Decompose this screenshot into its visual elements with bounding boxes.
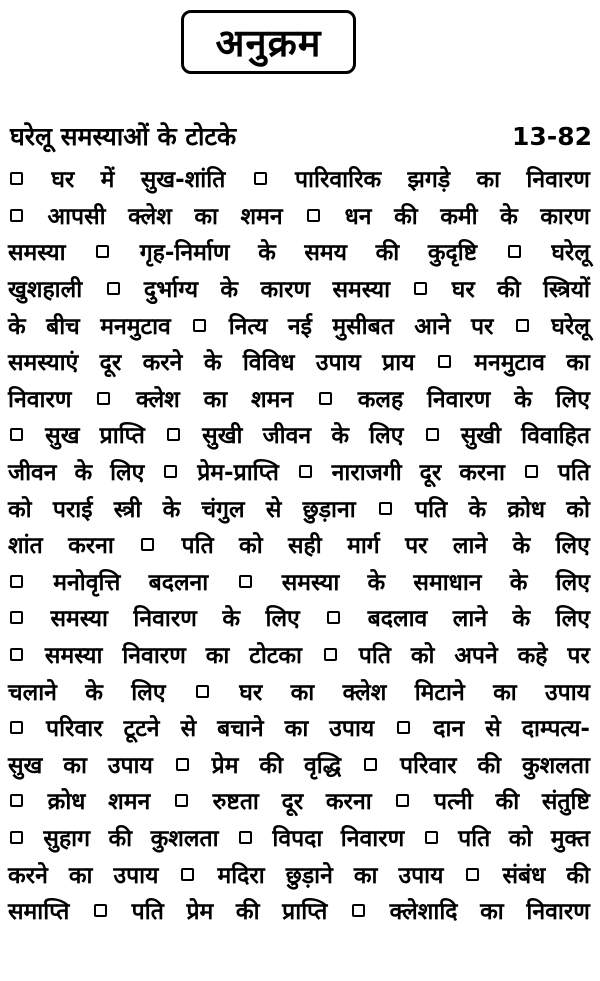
line-word: दूर [419,460,442,487]
line-word: कहे [517,643,548,670]
line-word: समस्या [8,240,66,267]
line-word: को [410,643,435,670]
line-word: लिए [555,569,590,596]
contents-line [8,819,590,856]
line-word: के [85,679,103,706]
line-word: शांत [8,533,43,560]
bullet-box-icon [8,641,25,667]
line-word: करना [325,789,372,816]
contents-line [8,197,590,234]
line-word: पत्नी [434,789,473,816]
contents-line [8,636,590,673]
line-word: का [63,752,87,779]
contents-line [8,380,590,417]
bullet-box-icon [105,275,122,301]
line-word: का [205,643,230,670]
line-word: टोटका [249,643,303,670]
line-word: सुख [8,752,43,779]
bullet-box-icon [506,238,523,264]
line-word: उपाय [315,350,361,377]
bullet-box-icon [179,861,196,887]
line-word: समय [304,240,348,267]
line-word: निवारण [340,825,405,852]
line-word: सुहाग [43,825,91,852]
line-word: निवारण [426,386,491,413]
line-word: छुड़ाने [285,862,333,889]
bullet-box-icon [523,458,540,484]
line-word: प्रेम-प्राप्ति [197,460,279,487]
bullet-box-icon [237,824,254,850]
line-word: मार्ग [347,533,380,560]
line-word: गृह-निर्माण [139,240,230,267]
line-word: का [284,716,309,743]
line-word: पति [557,460,590,487]
line-word: के [509,569,528,596]
line-word: करने [142,350,183,377]
section-heading-row [10,118,592,154]
bullet-box-icon [362,751,379,777]
line-word: करना [459,460,505,487]
line-word: सही [288,533,322,560]
bullet-box-icon [95,385,112,411]
line-word: समस्या [44,643,103,670]
line-word: छुड़ाना [302,496,356,523]
line-word: के [74,460,93,487]
line-word: पर [567,643,590,670]
bullet-box-icon [514,312,531,338]
line-word: घरेलू [551,313,590,340]
line-word: कारण [260,277,311,304]
line-word: प्राप्ति [99,423,145,450]
line-word: को [8,496,32,523]
line-word: उपाय [398,862,444,889]
line-word: प्राप्ति [282,899,328,926]
line-word: लिए [265,606,300,633]
contents-title: अनुक्रम [215,21,322,65]
line-word: बीच [46,313,80,340]
line-word: रुष्टता [212,789,259,816]
line-word: घर [51,167,75,194]
line-word: मिटाने [414,679,465,706]
line-word: निवारण [122,643,186,670]
line-word: के [203,350,222,377]
line-word: लिए [555,606,590,633]
contents-line [8,270,590,307]
bullet-box-icon [436,348,453,374]
line-word: निवारण [133,606,197,633]
line-word: पति [131,899,164,926]
line-word: क्लेश [342,679,387,706]
line-word: शमन [108,789,151,816]
line-word: घर [451,277,475,304]
bullet-box-icon [424,421,441,447]
line-word: क्लेश [136,386,180,413]
line-word: दूर [99,350,122,377]
line-word: के [512,606,531,633]
line-word: मनमुटाव [474,350,545,377]
line-word: वृद्धि [303,752,342,779]
line-word: मदिरा [217,862,265,889]
line-word: करना [68,533,114,560]
line-word: सुख-शांति [140,167,226,194]
line-word: निवारण [526,899,590,926]
line-word: की [394,203,418,230]
line-word: सुखी [202,423,243,450]
line-word: मनमुटाव [100,313,171,340]
line-word: शमन [250,386,294,413]
bullet-box-icon [162,458,179,484]
line-word: का [203,386,228,413]
line-word: का [290,679,315,706]
line-word: विविध [242,350,295,377]
contents-line [8,855,590,892]
line-word: का [480,899,504,926]
bullet-box-icon [325,604,342,630]
line-word: विपदा [272,825,323,852]
bullet-box-icon [194,678,211,704]
line-word: प्रेम [186,899,214,926]
bullet-box-icon [8,714,25,740]
line-word: झगड़े [407,167,451,194]
line-word: से [180,716,197,743]
line-word: आने [414,313,451,340]
line-word: क्रोध [47,789,86,816]
line-word: के [331,423,349,450]
line-word: के [512,533,531,560]
line-word: दुर्भाग्य [143,277,199,304]
bullet-box-icon [317,385,334,411]
line-word: का [194,203,218,230]
line-word: स्त्री [113,496,142,523]
line-word: टूटने [123,716,160,743]
contents-line [8,526,590,563]
line-word: नई [287,313,312,340]
contents-line [8,599,590,636]
line-word: बचाने [217,716,264,743]
bullet-box-icon [237,568,254,594]
line-word: बदलाव [367,606,428,633]
line-word: परिवार [46,716,103,743]
line-word: नित्य [228,313,268,340]
line-word: प्राय [382,350,415,377]
line-word: करने [8,862,48,889]
section-page-range: 13-82 [512,121,592,151]
line-word: स्त्रियों [543,277,590,304]
contents-title-box [181,10,356,74]
line-word: समस्या [50,606,108,633]
line-word: कुशलता [150,825,219,852]
line-word: धन [344,203,372,230]
line-word: की [259,752,284,779]
line-word: चंगुल [201,496,245,523]
line-word: जीवन [262,423,312,450]
line-word: समस्याएं [8,350,79,377]
line-word: कारण [540,203,590,230]
line-word: की [108,825,133,852]
bullet-box-icon [8,202,25,228]
line-word: की [375,240,400,267]
line-word: समाधान [413,569,482,596]
line-word: दाम्पत्य- [521,716,590,743]
bullet-box-icon [423,824,440,850]
line-word: पारिवारिक [294,167,382,194]
line-word: चलाने [8,679,57,706]
line-word: संबंध [502,862,546,889]
line-word: घरेलू [551,240,590,267]
line-word: में [100,167,115,194]
line-word: पति [181,533,214,560]
line-word: के [8,313,26,340]
line-word: का [476,167,501,194]
bullet-box-icon [94,238,111,264]
contents-line [8,672,590,709]
line-word: समाप्ति [8,899,70,926]
line-word: का [68,862,93,889]
line-word: लाने [452,606,488,633]
line-word: सुख [45,423,80,450]
line-word: निवारण [8,386,72,413]
bullet-box-icon [173,787,190,813]
line-word: क्लेशादि [389,899,458,926]
line-word: प्रेम [211,752,239,779]
line-word: कमी [440,203,478,230]
bullet-box-icon [252,165,269,191]
bullet-box-icon [8,787,25,813]
line-word: पराई [52,496,93,523]
line-word: परिवार [399,752,457,779]
line-word: को [508,825,533,852]
contents-line [8,746,590,783]
line-word: के [222,606,241,633]
line-word: की [497,277,521,304]
line-word: संतुष्टि [541,789,590,816]
line-word: कुशलता [522,752,590,779]
line-word: बदलना [148,569,209,596]
line-word: निवारण [526,167,590,194]
line-word: की [495,789,520,816]
bullet-box-icon [297,458,314,484]
line-word: पति [458,825,491,852]
contents-line [8,160,590,197]
line-word: का [353,862,378,889]
line-word: लिए [131,679,166,706]
line-word: दान [433,716,465,743]
line-word: खुशहाली [8,277,83,304]
bullet-box-icon [8,604,25,630]
contents-line [8,782,590,819]
line-word: की [477,752,502,779]
bullet-box-icon [322,641,339,667]
line-word: के [220,277,239,304]
bullet-box-icon [412,275,429,301]
bullet-box-icon [8,165,25,191]
line-word: की [566,862,590,889]
line-word: लिए [555,386,590,413]
line-word: पर [470,313,494,340]
contents-line [8,343,590,380]
line-word: उपाय [113,862,159,889]
line-word: उपाय [545,679,590,706]
contents-line [8,709,590,746]
line-word: से [485,716,501,743]
line-word: उपाय [107,752,153,779]
line-word: के [162,496,181,523]
line-word: पर [405,533,428,560]
line-word: सुखी [460,423,502,450]
bullet-box-icon [395,714,412,740]
line-word: समस्या [332,277,391,304]
line-word: घर [239,679,263,706]
line-word: लिए [555,533,590,560]
line-word: लिए [110,460,145,487]
bullet-box-icon [8,568,25,594]
line-word: क्रोध [507,496,546,523]
contents-line [8,892,590,929]
contents-line [8,306,590,343]
line-word: मुक्त [550,825,590,852]
line-word: का [493,679,517,706]
line-word: विवाहित [521,423,590,450]
line-word: का [566,350,590,377]
line-word: पति [415,496,448,523]
line-word: शमन [240,203,283,230]
bullet-box-icon [305,202,322,228]
line-word: मुसीबत [332,313,394,340]
line-word: कलह [357,386,404,413]
contents-body [8,160,590,928]
bullet-box-icon [350,897,367,923]
line-word: को [239,533,263,560]
bullet-box-icon [377,495,394,521]
line-word: अपने [454,643,498,670]
line-word: को [566,496,590,523]
bullet-box-icon [174,751,191,777]
line-word: जीवन [8,460,57,487]
contents-line [8,416,590,453]
line-word: नाराजगी [331,460,402,487]
line-word: कुदृष्टि [427,240,478,267]
contents-line [8,563,590,600]
line-word: लिए [369,423,404,450]
line-word: के [500,203,518,230]
line-word: की [235,899,260,926]
line-word: से [265,496,282,523]
contents-line [8,233,590,270]
line-word: के [514,386,532,413]
bullet-box-icon [394,787,411,813]
line-word: लाने [452,533,488,560]
line-word: पति [358,643,391,670]
line-word: मनोवृत्ति [53,569,121,596]
line-word: दूर [281,789,304,816]
section-heading: घरेलू समस्याओं के टोटके [10,122,237,151]
line-word: समस्या [281,569,340,596]
line-word: के [468,496,487,523]
line-word: क्लेश [128,203,172,230]
line-word: उपाय [329,716,375,743]
bullet-box-icon [92,897,109,923]
bullet-box-icon [8,824,25,850]
contents-line [8,453,590,490]
line-word: के [367,569,386,596]
bullet-box-icon [464,861,481,887]
bullet-box-icon [8,421,25,447]
bullet-box-icon [191,312,208,338]
line-word: के [258,240,276,267]
line-word: आपसी [47,203,106,230]
bullet-box-icon [139,531,156,557]
contents-line [8,489,590,526]
bullet-box-icon [165,421,182,447]
